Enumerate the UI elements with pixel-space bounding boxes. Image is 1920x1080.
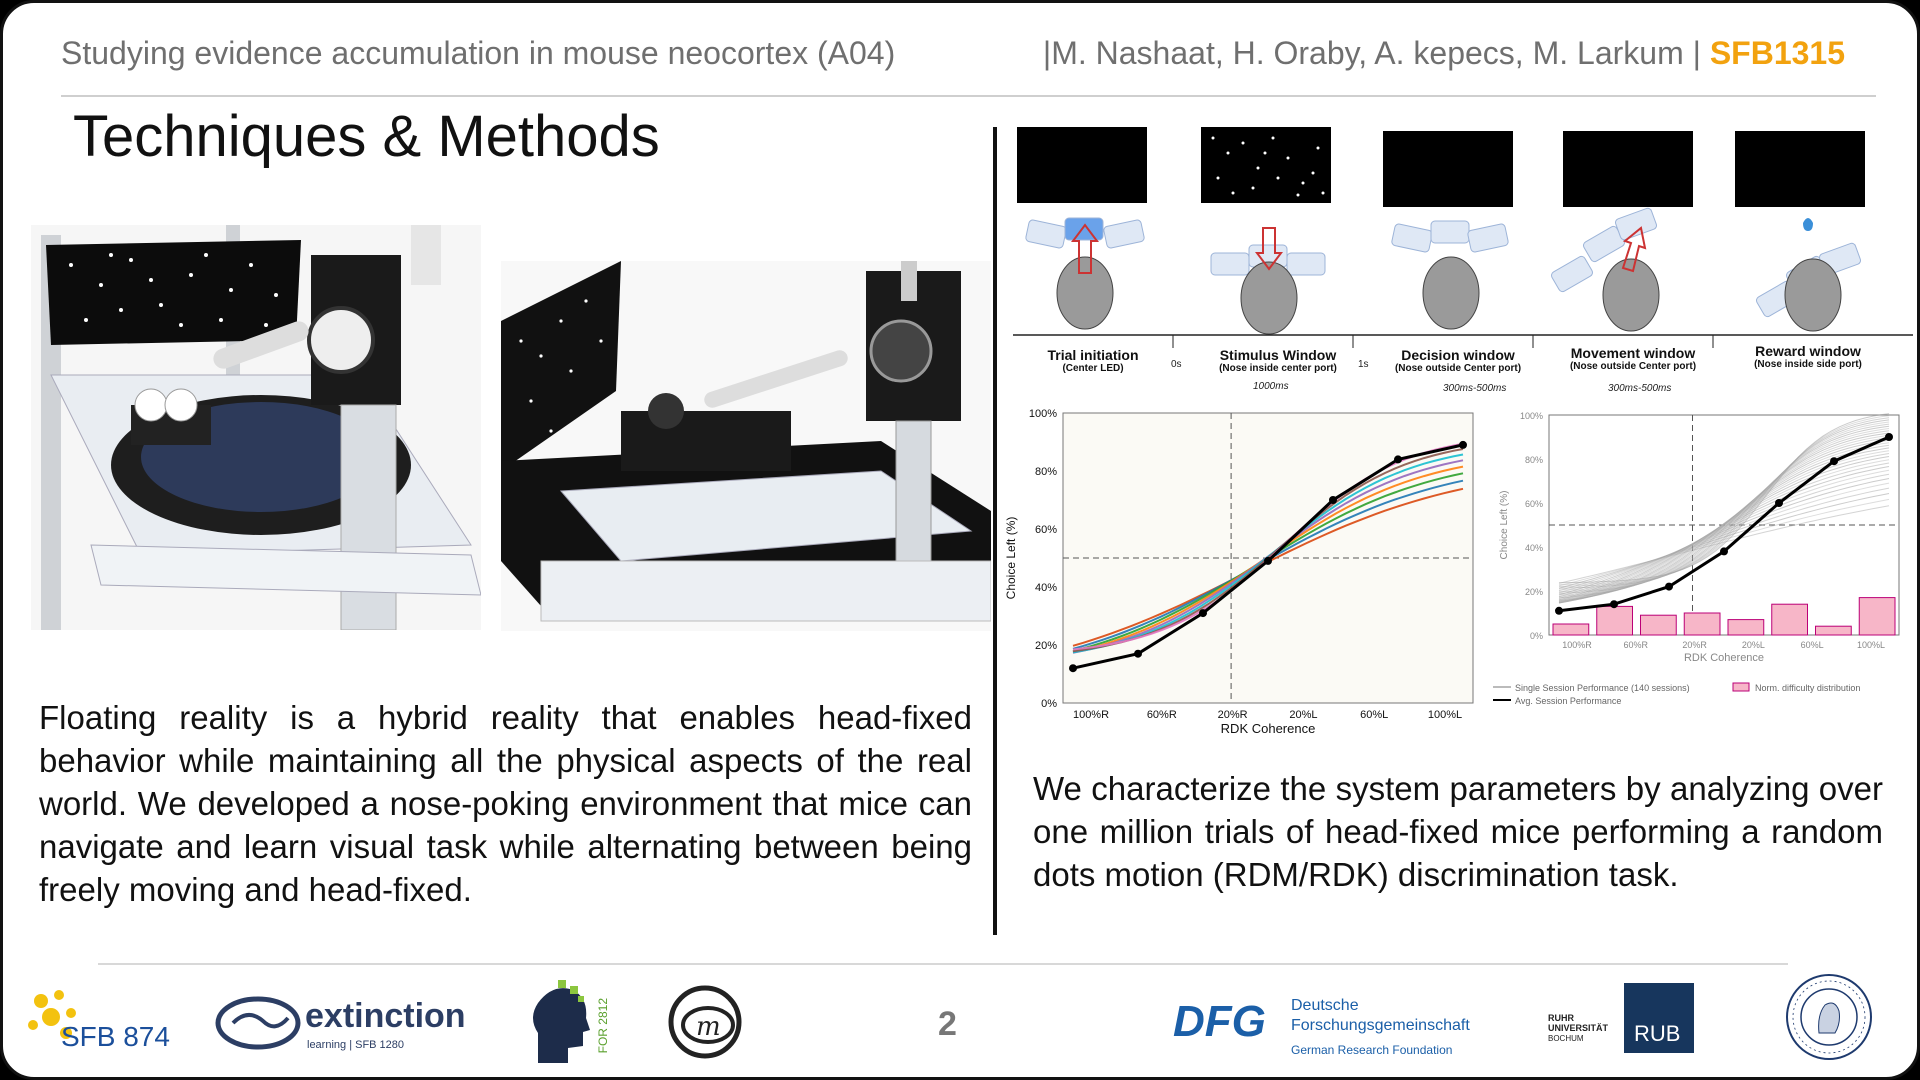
for2812-label: FOR 2812 [596,998,610,1054]
y-tick-label: 60% [1524,499,1543,509]
humboldt-seal-icon [1783,971,1875,1063]
psychometric-chart-2 [1493,405,1913,715]
y-tick-label: 100% [1519,411,1543,421]
footer-divider [98,963,1788,965]
task-schematic [1013,123,1913,393]
logo-dfg [1173,993,1493,1063]
x-tick-label: 100%R [1562,640,1592,650]
brain-icon [213,993,303,1053]
y-tick-label: 80% [1524,455,1543,465]
histogram-bar [1641,615,1677,635]
head-icon [528,978,598,1068]
y-tick-label: 60% [1034,524,1057,536]
dfg-name-1: Deutsche [1291,997,1359,1014]
rig-image-right [501,261,991,631]
average-point [1199,609,1207,617]
sfb-label: SFB1315 [1709,35,1845,71]
logo-m-cloud [666,983,744,1061]
rig-image-left [31,225,481,630]
average-point [1665,583,1673,591]
phase-label: Decision window [1401,347,1515,363]
x-tick-label: 60%R [1623,640,1649,650]
phase-movement-window [1558,345,1708,372]
phase-sub: (Center LED) [1062,363,1124,374]
psychometric-chart-1 [1003,401,1483,746]
average-point [1555,607,1563,615]
duration-decision: 300ms-500ms [1443,383,1507,394]
x-tick-label: 20%L [1289,709,1318,721]
average-point [1775,499,1783,507]
y-tick-label: 40% [1524,543,1543,553]
average-point [1610,600,1618,608]
header-title: Studying evidence accumulation in mouse neocortex (A04) [61,35,896,71]
average-point [1069,664,1077,672]
histogram-bar [1816,626,1852,635]
phase-label: Stimulus Window [1219,347,1337,363]
x-tick-label: 60%R [1146,709,1177,721]
average-point [1459,441,1467,449]
average-point [1885,433,1893,441]
phase-label: Reward window [1755,343,1861,359]
header-authors [1043,35,1845,72]
rub-mark-box [1624,983,1694,1053]
duration-stimulus: 1000ms [1253,381,1289,392]
phase-label: Trial initiation [1047,347,1139,363]
timeline-0s: 0s [1171,359,1182,370]
legend-label: Single Session Performance (140 sessions) [1515,683,1690,693]
svg-text:m: m [696,1012,721,1042]
cloud-m-icon [666,983,744,1061]
average-point [1720,547,1728,555]
timeline-1s: 1s [1358,359,1369,370]
phase-decision-window [1383,347,1533,374]
left-paragraph: Floating reality is a hybrid reality that enables head-fixed behavior while maintaining all the physical aspects of the real world. We developed a nose-poking environment that mice can navigate and learn visual task while alternating between being freely moving and head-fixed. [39,699,972,908]
phase-sub: (Nose outside Center port) [1569,361,1697,372]
logo-sfb874 [21,981,196,1061]
y-axis-label: Choice Left (%) [1499,490,1510,560]
phase-stimulus-window [1203,347,1353,374]
x-tick-label: 100%L [1856,640,1886,650]
histogram-bar [1772,604,1808,635]
header-divider [61,95,1876,97]
y-tick-label: 80% [1034,466,1057,478]
y-tick-label: 40% [1034,582,1057,594]
legend-label: Norm. difficulty distribution [1755,683,1861,693]
y-tick-label: 100% [1028,408,1057,420]
rub-line-3: BOCHUM [1548,1034,1584,1043]
x-tick-label: 20%R [1682,640,1707,650]
x-tick-label: 20%R [1217,709,1248,721]
rub-mark: RUB [1634,1021,1681,1046]
histogram-bar [1684,613,1720,635]
histogram-bar [1728,620,1764,635]
legend-label: Avg. Session Performance [1515,696,1622,706]
x-tick-label: 60%L [1360,709,1389,721]
x-tick-label: 100%R [1072,709,1110,721]
dfg-name-2: Forschungsgemeinschaft [1291,1017,1470,1034]
extinction-sub: learning | SFB 1280 [307,1039,405,1051]
y-tick-label: 0% [1041,698,1057,710]
average-point [1134,650,1142,658]
vertical-divider [993,127,997,935]
sfb874-label: SFB 874 [61,1021,170,1052]
histogram-bar [1553,624,1589,635]
legend-swatch [1733,683,1749,691]
phase-sub: (Nose inside side port) [1754,359,1862,370]
y-tick-label: 20% [1524,587,1543,597]
histogram-bar [1859,598,1895,635]
average-point [1329,496,1337,504]
y-tick-label: 20% [1034,640,1057,652]
histogram-bar [1597,606,1633,635]
extinction-label: extinction [305,997,466,1035]
y-axis-label: Choice Left (%) [1004,516,1018,600]
phase-reward-window [1733,343,1883,370]
y-tick-label: 0% [1529,631,1543,641]
x-tick-label: 60%L [1800,640,1824,650]
rub-line-1: RUHR [1548,1013,1574,1023]
phase-sub: (Nose inside center port) [1219,363,1337,374]
authors-text: |M. Nashaat, H. Oraby, A. kepecs, M. Larkum | [1042,35,1701,71]
logo-humboldt [1783,971,1875,1063]
average-point [1394,455,1402,463]
dfg-mark: DFG [1173,997,1266,1046]
duration-movement: 300ms-500ms [1608,383,1672,394]
average-point [1264,557,1272,565]
phase-label: Movement window [1570,345,1696,361]
rub-line-2: UNIVERSITÄT [1548,1023,1609,1033]
x-axis-label: RDK Coherence [1220,721,1316,736]
phase-sub: (Nose outside Center port) [1394,363,1522,374]
logo-extinction [213,993,493,1063]
right-paragraph: We characterize the system parameters by analyzing over one million trials of head-fixed mice performing a random dots motion (RDM/RDK) discrimination task. [1033,770,1883,893]
average-point [1830,457,1838,465]
slide-title: Techniques & Methods [73,104,660,169]
x-tick-label: 100%L [1427,709,1463,721]
logo-rub [1548,983,1698,1058]
x-tick-label: 20%L [1741,640,1765,650]
slide-number: 2 [938,1005,957,1043]
logo-for2812 [528,978,618,1070]
dfg-english: German Research Foundation [1291,1043,1453,1057]
phase-trial-initiation [1023,347,1163,374]
x-axis-label: RDK Coherence [1683,652,1765,664]
